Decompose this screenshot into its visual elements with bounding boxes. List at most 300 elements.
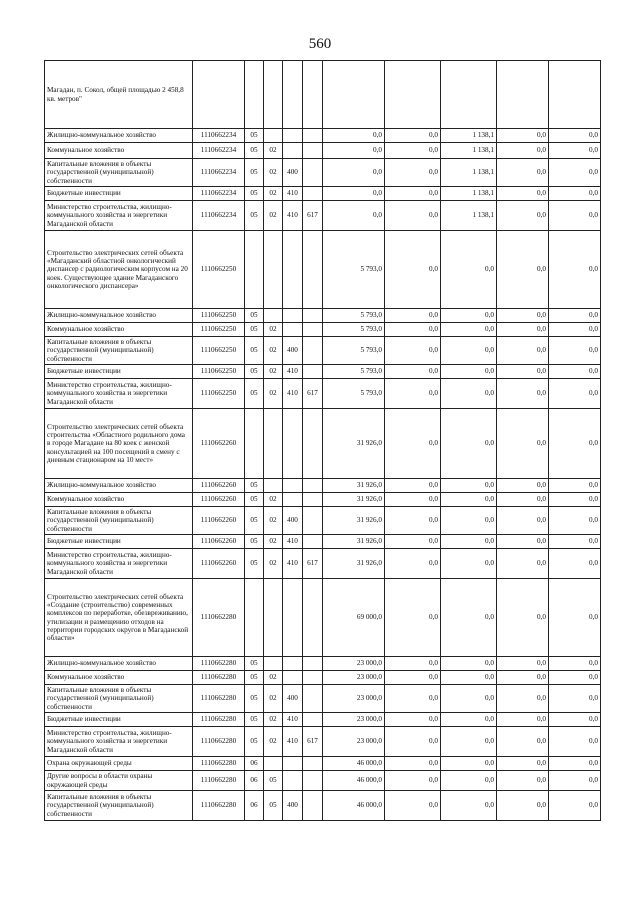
- cell-v2: 0,0: [385, 685, 441, 713]
- cell-v1: 5 793,0: [323, 379, 385, 409]
- cell-v5: 0,0: [549, 143, 601, 159]
- cell-v4: 0,0: [497, 493, 549, 507]
- cell-v2: 0,0: [385, 507, 441, 535]
- cell-vr: [283, 61, 303, 129]
- cell-v1: 31 926,0: [323, 409, 385, 479]
- cell-v5: 0,0: [549, 379, 601, 409]
- cell-grbs: [303, 231, 323, 309]
- table-row: [45, 507, 601, 535]
- cell-sec: 06: [245, 791, 264, 821]
- cell-grbs: [303, 713, 323, 727]
- table-row: [45, 129, 601, 143]
- cell-v2: 0,0: [385, 143, 441, 159]
- cell-v1: 46 000,0: [323, 771, 385, 791]
- cell-name: Коммунальное хозяйство: [45, 671, 193, 685]
- cell-sub: [264, 757, 283, 771]
- cell-sub: [264, 409, 283, 479]
- cell-sec: [245, 409, 264, 479]
- cell-v3: 0,0: [441, 579, 497, 657]
- cell-grbs: [303, 337, 323, 365]
- cell-v3: 0,0: [441, 507, 497, 535]
- cell-v2: 0,0: [385, 187, 441, 201]
- cell-grbs: [303, 771, 323, 791]
- cell-sec: 05: [245, 535, 264, 549]
- cell-code: 1110662280: [193, 757, 245, 771]
- cell-v2: 0,0: [385, 409, 441, 479]
- cell-code: 1110662280: [193, 727, 245, 757]
- cell-sub: [264, 309, 283, 323]
- cell-v3: [441, 61, 497, 129]
- cell-code: 1110662280: [193, 713, 245, 727]
- cell-sec: 05: [245, 143, 264, 159]
- cell-code: 1110662280: [193, 685, 245, 713]
- cell-v4: 0,0: [497, 727, 549, 757]
- cell-name: Коммунальное хозяйство: [45, 493, 193, 507]
- table-row: [45, 657, 601, 671]
- cell-code: 1110662250: [193, 365, 245, 379]
- cell-vr: [283, 409, 303, 479]
- cell-v1: 5 793,0: [323, 309, 385, 323]
- cell-v4: 0,0: [497, 309, 549, 323]
- cell-sub: 02: [264, 337, 283, 365]
- cell-v1: 46 000,0: [323, 757, 385, 771]
- cell-v4: 0,0: [497, 143, 549, 159]
- cell-name: Коммунальное хозяйство: [45, 143, 193, 159]
- cell-sub: 02: [264, 507, 283, 535]
- cell-v2: 0,0: [385, 309, 441, 323]
- cell-v1: 31 926,0: [323, 493, 385, 507]
- cell-name: Капитальные вложения в объекты государственной (муниципальной) собственности: [45, 159, 193, 187]
- cell-v3: 0,0: [441, 671, 497, 685]
- table-row: [45, 757, 601, 771]
- cell-vr: [283, 323, 303, 337]
- cell-v2: 0,0: [385, 727, 441, 757]
- cell-sub: [264, 479, 283, 493]
- cell-v4: 0,0: [497, 791, 549, 821]
- cell-v4: 0,0: [497, 409, 549, 479]
- cell-v4: 0,0: [497, 671, 549, 685]
- cell-grbs: 617: [303, 549, 323, 579]
- cell-sub: 05: [264, 791, 283, 821]
- cell-v1: 23 000,0: [323, 727, 385, 757]
- cell-v3: 0,0: [441, 309, 497, 323]
- cell-sec: 05: [245, 713, 264, 727]
- cell-sec: 05: [245, 323, 264, 337]
- cell-v1: 23 000,0: [323, 657, 385, 671]
- cell-name: Строительство электрических сетей объекта «Магаданский областной онкологический диспансер с радиологическим корпусом на 20 коек. Существующее здание Магаданского онкологического диспансера»: [45, 231, 193, 309]
- cell-v1: 0,0: [323, 187, 385, 201]
- cell-sec: 05: [245, 129, 264, 143]
- cell-code: 1110662260: [193, 479, 245, 493]
- cell-v5: 0,0: [549, 129, 601, 143]
- cell-v5: 0,0: [549, 657, 601, 671]
- cell-code: 1110662250: [193, 309, 245, 323]
- cell-code: 1110662280: [193, 771, 245, 791]
- cell-vr: [283, 771, 303, 791]
- cell-vr: 410: [283, 727, 303, 757]
- cell-v3: 1 138,1: [441, 129, 497, 143]
- cell-sub: [264, 61, 283, 129]
- table-row: [45, 579, 601, 657]
- cell-v5: 0,0: [549, 309, 601, 323]
- table-row: [45, 365, 601, 379]
- table-row: [45, 309, 601, 323]
- cell-name: Жилищно-коммунальное хозяйство: [45, 479, 193, 493]
- cell-code: 1110662250: [193, 379, 245, 409]
- cell-v1: 31 926,0: [323, 549, 385, 579]
- cell-code: 1110662260: [193, 409, 245, 479]
- cell-sub: 05: [264, 771, 283, 791]
- cell-v2: 0,0: [385, 379, 441, 409]
- cell-v3: 0,0: [441, 479, 497, 493]
- cell-sec: 05: [245, 727, 264, 757]
- cell-grbs: [303, 129, 323, 143]
- table-row: [45, 61, 601, 129]
- cell-v1: [323, 61, 385, 129]
- cell-name: Министерство строительства, жилищно-коммунального хозяйства и энергетики Магаданской области: [45, 201, 193, 231]
- cell-v4: [497, 61, 549, 129]
- cell-sub: 02: [264, 365, 283, 379]
- cell-v3: 1 138,1: [441, 201, 497, 231]
- cell-name: Жилищно-коммунальное хозяйство: [45, 129, 193, 143]
- cell-sub: 02: [264, 159, 283, 187]
- cell-name: Охрана окружающей среды: [45, 757, 193, 771]
- cell-grbs: [303, 187, 323, 201]
- cell-v2: 0,0: [385, 713, 441, 727]
- cell-grbs: [303, 685, 323, 713]
- table-row: [45, 791, 601, 821]
- cell-v5: [549, 61, 601, 129]
- cell-grbs: [303, 323, 323, 337]
- cell-v2: 0,0: [385, 493, 441, 507]
- cell-v4: 0,0: [497, 657, 549, 671]
- cell-sub: 02: [264, 727, 283, 757]
- table-row: [45, 231, 601, 309]
- cell-name: Строительство электрических сетей объекта «Создание (строительство) современных комплексов по переработке, обезвреживанию, утилизации и размещению отходов на территории городских округов в Магаданской области»: [45, 579, 193, 657]
- cell-sec: [245, 231, 264, 309]
- cell-v2: 0,0: [385, 365, 441, 379]
- cell-sec: 05: [245, 507, 264, 535]
- cell-v5: 0,0: [549, 365, 601, 379]
- cell-v5: 0,0: [549, 671, 601, 685]
- cell-v5: 0,0: [549, 685, 601, 713]
- cell-code: 1110662250: [193, 323, 245, 337]
- cell-grbs: [303, 479, 323, 493]
- cell-sec: [245, 579, 264, 657]
- cell-v5: 0,0: [549, 535, 601, 549]
- budget-table: [44, 60, 601, 821]
- cell-v4: 0,0: [497, 201, 549, 231]
- cell-grbs: [303, 657, 323, 671]
- cell-sec: 05: [245, 187, 264, 201]
- cell-v3: 1 138,1: [441, 159, 497, 187]
- cell-v4: 0,0: [497, 323, 549, 337]
- cell-v4: 0,0: [497, 479, 549, 493]
- cell-v4: 0,0: [497, 579, 549, 657]
- cell-v4: 0,0: [497, 365, 549, 379]
- cell-v3: 0,0: [441, 323, 497, 337]
- cell-v1: 46 000,0: [323, 791, 385, 821]
- cell-v5: 0,0: [549, 231, 601, 309]
- cell-code: [193, 61, 245, 129]
- cell-vr: [283, 129, 303, 143]
- cell-name: Капитальные вложения в объекты государственной (муниципальной) собственности: [45, 685, 193, 713]
- cell-code: 1110662250: [193, 231, 245, 309]
- cell-v2: 0,0: [385, 129, 441, 143]
- cell-code: 1110662234: [193, 129, 245, 143]
- cell-v2: 0,0: [385, 535, 441, 549]
- cell-name: Строительство электрических сетей объекта строительства «Областного родильного дома в городе Магадане на 80 коек с женской консультацией на 100 посещений в смену с дневным стационаром на 10 мест»: [45, 409, 193, 479]
- cell-name: Магадан, п. Сокол, общей площадью 2 458,8 кв. метров": [45, 61, 193, 129]
- table-row: [45, 493, 601, 507]
- cell-vr: 410: [283, 365, 303, 379]
- cell-sec: 06: [245, 757, 264, 771]
- table-row: [45, 337, 601, 365]
- cell-grbs: 617: [303, 379, 323, 409]
- page-number: 560: [308, 36, 332, 52]
- cell-sec: 05: [245, 657, 264, 671]
- cell-sec: 05: [245, 159, 264, 187]
- cell-sec: 05: [245, 671, 264, 685]
- cell-name: Бюджетные инвестиции: [45, 535, 193, 549]
- cell-v3: 0,0: [441, 713, 497, 727]
- cell-v4: 0,0: [497, 129, 549, 143]
- cell-v4: 0,0: [497, 549, 549, 579]
- cell-v1: 5 793,0: [323, 323, 385, 337]
- cell-sec: 05: [245, 479, 264, 493]
- cell-v3: 1 138,1: [441, 143, 497, 159]
- cell-v1: 31 926,0: [323, 535, 385, 549]
- cell-v2: 0,0: [385, 231, 441, 309]
- cell-code: 1110662234: [193, 201, 245, 231]
- cell-v2: 0,0: [385, 337, 441, 365]
- table-row: [45, 549, 601, 579]
- cell-v2: 0,0: [385, 579, 441, 657]
- cell-grbs: [303, 507, 323, 535]
- cell-name: Министерство строительства, жилищно-коммунального хозяйства и энергетики Магаданской области: [45, 727, 193, 757]
- table-row: [45, 713, 601, 727]
- cell-code: 1110662234: [193, 159, 245, 187]
- cell-v4: 0,0: [497, 187, 549, 201]
- cell-vr: [283, 143, 303, 159]
- cell-v3: 0,0: [441, 231, 497, 309]
- cell-code: 1110662280: [193, 791, 245, 821]
- cell-v4: 0,0: [497, 757, 549, 771]
- cell-v2: 0,0: [385, 771, 441, 791]
- cell-vr: 410: [283, 187, 303, 201]
- cell-v4: 0,0: [497, 159, 549, 187]
- cell-v1: 0,0: [323, 129, 385, 143]
- cell-sec: [245, 61, 264, 129]
- cell-v4: 0,0: [497, 379, 549, 409]
- cell-sec: 05: [245, 549, 264, 579]
- cell-v3: 0,0: [441, 379, 497, 409]
- cell-v5: 0,0: [549, 493, 601, 507]
- cell-name: Министерство строительства, жилищно-коммунального хозяйства и энергетики Магаданской области: [45, 549, 193, 579]
- cell-v5: 0,0: [549, 757, 601, 771]
- cell-grbs: [303, 365, 323, 379]
- cell-v2: 0,0: [385, 757, 441, 771]
- cell-vr: 400: [283, 685, 303, 713]
- cell-sub: 02: [264, 143, 283, 159]
- cell-v1: 5 793,0: [323, 231, 385, 309]
- cell-vr: [283, 657, 303, 671]
- cell-v5: 0,0: [549, 479, 601, 493]
- cell-vr: 410: [283, 379, 303, 409]
- cell-v4: 0,0: [497, 337, 549, 365]
- cell-code: 1110662260: [193, 535, 245, 549]
- cell-v2: [385, 61, 441, 129]
- cell-v3: 0,0: [441, 757, 497, 771]
- cell-sub: [264, 129, 283, 143]
- cell-v1: 23 000,0: [323, 671, 385, 685]
- cell-v4: 0,0: [497, 231, 549, 309]
- cell-name: Бюджетные инвестиции: [45, 365, 193, 379]
- cell-vr: [283, 579, 303, 657]
- cell-grbs: [303, 579, 323, 657]
- cell-v4: 0,0: [497, 507, 549, 535]
- cell-vr: 410: [283, 201, 303, 231]
- cell-v5: 0,0: [549, 187, 601, 201]
- cell-vr: [283, 671, 303, 685]
- table-row: [45, 159, 601, 187]
- cell-v5: 0,0: [549, 791, 601, 821]
- table-row: [45, 143, 601, 159]
- cell-v1: 23 000,0: [323, 713, 385, 727]
- cell-v3: 1 138,1: [441, 187, 497, 201]
- cell-v4: 0,0: [497, 535, 549, 549]
- cell-v3: 0,0: [441, 365, 497, 379]
- cell-sub: [264, 579, 283, 657]
- table-row: [45, 671, 601, 685]
- cell-code: 1110662260: [193, 549, 245, 579]
- cell-code: 1110662250: [193, 337, 245, 365]
- cell-v5: 0,0: [549, 727, 601, 757]
- cell-code: 1110662280: [193, 657, 245, 671]
- cell-v5: 0,0: [549, 337, 601, 365]
- cell-v5: 0,0: [549, 323, 601, 337]
- cell-sec: 06: [245, 771, 264, 791]
- cell-code: 1110662280: [193, 671, 245, 685]
- cell-sub: 02: [264, 713, 283, 727]
- cell-sub: 02: [264, 549, 283, 579]
- cell-vr: 400: [283, 791, 303, 821]
- table-row: [45, 323, 601, 337]
- cell-v2: 0,0: [385, 657, 441, 671]
- cell-name: Бюджетные инвестиции: [45, 187, 193, 201]
- cell-sub: 02: [264, 379, 283, 409]
- cell-grbs: [303, 61, 323, 129]
- cell-v5: 0,0: [549, 159, 601, 187]
- cell-v5: 0,0: [549, 713, 601, 727]
- cell-name: Капитальные вложения в объекты государственной (муниципальной) собственности: [45, 791, 193, 821]
- cell-name: Министерство строительства, жилищно-коммунального хозяйства и энергетики Магаданской области: [45, 379, 193, 409]
- cell-v2: 0,0: [385, 479, 441, 493]
- cell-vr: 400: [283, 507, 303, 535]
- cell-v3: 0,0: [441, 771, 497, 791]
- cell-v1: 0,0: [323, 201, 385, 231]
- table-row: [45, 201, 601, 231]
- cell-grbs: [303, 757, 323, 771]
- cell-code: 1110662234: [193, 187, 245, 201]
- cell-v4: 0,0: [497, 713, 549, 727]
- cell-name: Другие вопросы в области охраны окружающей среды: [45, 771, 193, 791]
- cell-sub: 02: [264, 323, 283, 337]
- cell-v2: 0,0: [385, 323, 441, 337]
- cell-name: Жилищно-коммунальное хозяйство: [45, 657, 193, 671]
- cell-sec: 05: [245, 309, 264, 323]
- cell-v1: 31 926,0: [323, 507, 385, 535]
- cell-code: 1110662260: [193, 507, 245, 535]
- cell-sub: 02: [264, 685, 283, 713]
- cell-v3: 0,0: [441, 493, 497, 507]
- cell-grbs: 617: [303, 727, 323, 757]
- cell-v5: 0,0: [549, 201, 601, 231]
- cell-vr: [283, 479, 303, 493]
- cell-vr: 410: [283, 713, 303, 727]
- cell-v5: 0,0: [549, 549, 601, 579]
- cell-v3: 0,0: [441, 791, 497, 821]
- cell-v3: 0,0: [441, 549, 497, 579]
- cell-grbs: [303, 143, 323, 159]
- cell-sub: 02: [264, 493, 283, 507]
- cell-v2: 0,0: [385, 159, 441, 187]
- cell-v5: 0,0: [549, 507, 601, 535]
- cell-v5: 0,0: [549, 409, 601, 479]
- cell-v3: 0,0: [441, 409, 497, 479]
- cell-sub: [264, 657, 283, 671]
- cell-v4: 0,0: [497, 685, 549, 713]
- cell-v2: 0,0: [385, 549, 441, 579]
- cell-sec: 05: [245, 493, 264, 507]
- cell-v2: 0,0: [385, 671, 441, 685]
- cell-vr: 410: [283, 535, 303, 549]
- table-row: [45, 685, 601, 713]
- cell-v1: 23 000,0: [323, 685, 385, 713]
- cell-sec: 05: [245, 365, 264, 379]
- cell-v5: 0,0: [549, 579, 601, 657]
- cell-grbs: [303, 309, 323, 323]
- table-row: [45, 187, 601, 201]
- cell-vr: 400: [283, 337, 303, 365]
- cell-name: Жилищно-коммунальное хозяйство: [45, 309, 193, 323]
- cell-v1: 69 000,0: [323, 579, 385, 657]
- table-row: [45, 409, 601, 479]
- cell-sec: 05: [245, 201, 264, 231]
- cell-sec: 05: [245, 379, 264, 409]
- table-row: [45, 727, 601, 757]
- cell-v3: 0,0: [441, 657, 497, 671]
- cell-sub: 02: [264, 201, 283, 231]
- cell-grbs: [303, 535, 323, 549]
- table-row: [45, 771, 601, 791]
- cell-vr: [283, 309, 303, 323]
- cell-v1: 0,0: [323, 159, 385, 187]
- cell-sec: 05: [245, 337, 264, 365]
- cell-grbs: [303, 671, 323, 685]
- cell-code: 1110662280: [193, 579, 245, 657]
- cell-sub: 02: [264, 535, 283, 549]
- cell-grbs: 617: [303, 201, 323, 231]
- cell-grbs: [303, 493, 323, 507]
- cell-vr: [283, 493, 303, 507]
- table-row: [45, 479, 601, 493]
- cell-v3: 0,0: [441, 685, 497, 713]
- cell-v1: 5 793,0: [323, 337, 385, 365]
- cell-v1: 0,0: [323, 143, 385, 159]
- cell-v1: 5 793,0: [323, 365, 385, 379]
- cell-name: Капитальные вложения в объекты государственной (муниципальной) собственности: [45, 507, 193, 535]
